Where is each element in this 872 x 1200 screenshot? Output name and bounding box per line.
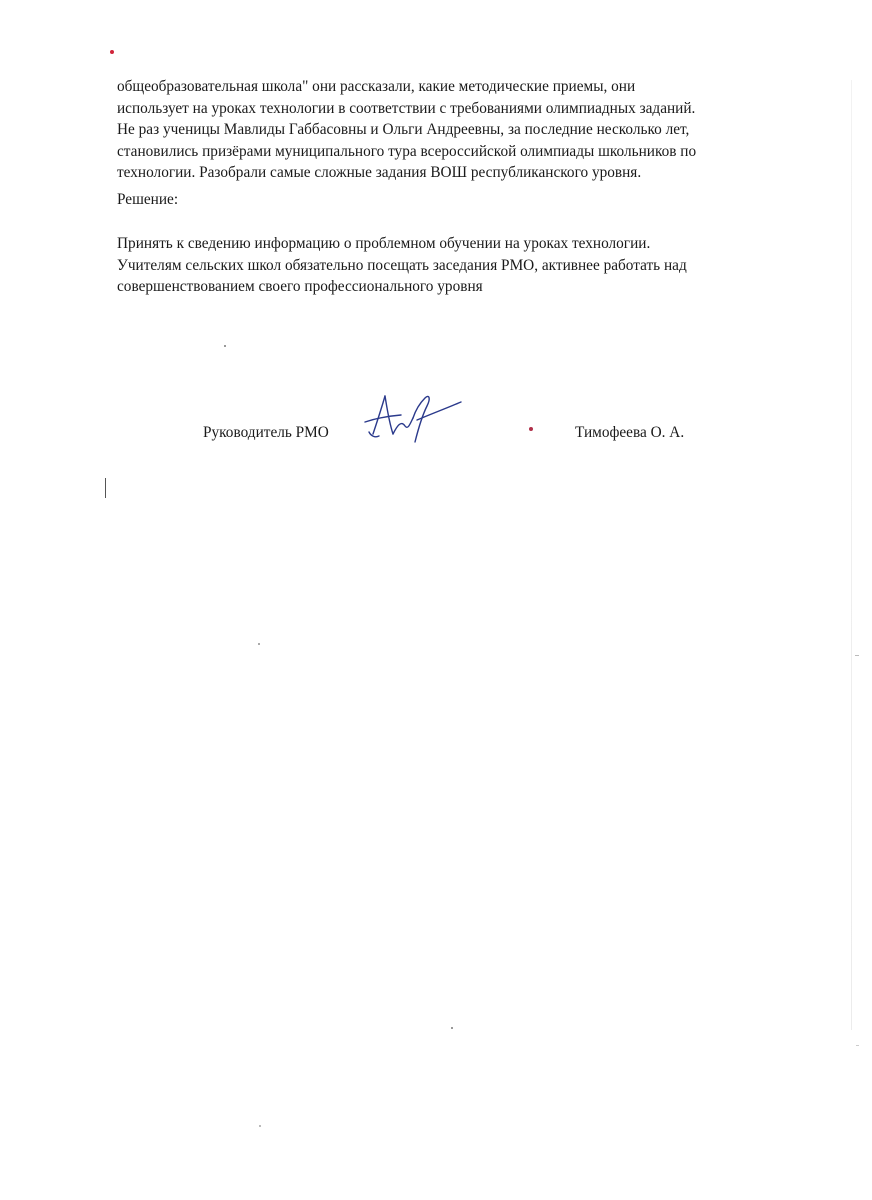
paragraph-line: технологии. Разобрали самые сложные задания ВОШ республиканского уровня. (117, 164, 642, 181)
paragraph-line: становились призёрами муниципального тура всероссийской олимпиады школьников по (117, 142, 697, 160)
handwritten-signature (355, 382, 465, 452)
scan-speck (259, 1125, 261, 1127)
paragraph-line: Не раз ученицы Мавлиды Габбасовны и Ольги Андреевны, за последние несколько лет, (117, 121, 690, 138)
signer-role: Руководитель РМО (203, 424, 329, 441)
signer-name: Тимофеева О. А. (575, 424, 685, 441)
decision-line: Учителям сельских школ обязательно посещать заседания РМО, активнее работать над (117, 256, 687, 274)
body-paragraph (117, 76, 797, 184)
decision-line: Принять к сведению информацию о проблемном обучении на уроках технологии. (117, 235, 651, 252)
scan-speck (224, 345, 226, 347)
decision-paragraph (117, 233, 687, 298)
decision-line: совершенствованием своего профессионального уровня (117, 278, 483, 295)
margin-mark (105, 478, 106, 498)
paragraph-line: общеобразовательная школа" они рассказали, какие методические приемы, они (117, 78, 636, 95)
red-mark (110, 50, 114, 54)
scan-speck (856, 1045, 859, 1046)
scan-edge (851, 80, 852, 1030)
scan-speck (855, 655, 859, 656)
ink-dot (529, 427, 533, 431)
scan-speck (258, 643, 260, 645)
decision-heading: Решение: (117, 191, 179, 208)
paragraph-line: использует на уроках технологии в соответствии с требованиями олимпиадных заданий. (117, 99, 696, 117)
scan-speck (451, 1027, 453, 1029)
